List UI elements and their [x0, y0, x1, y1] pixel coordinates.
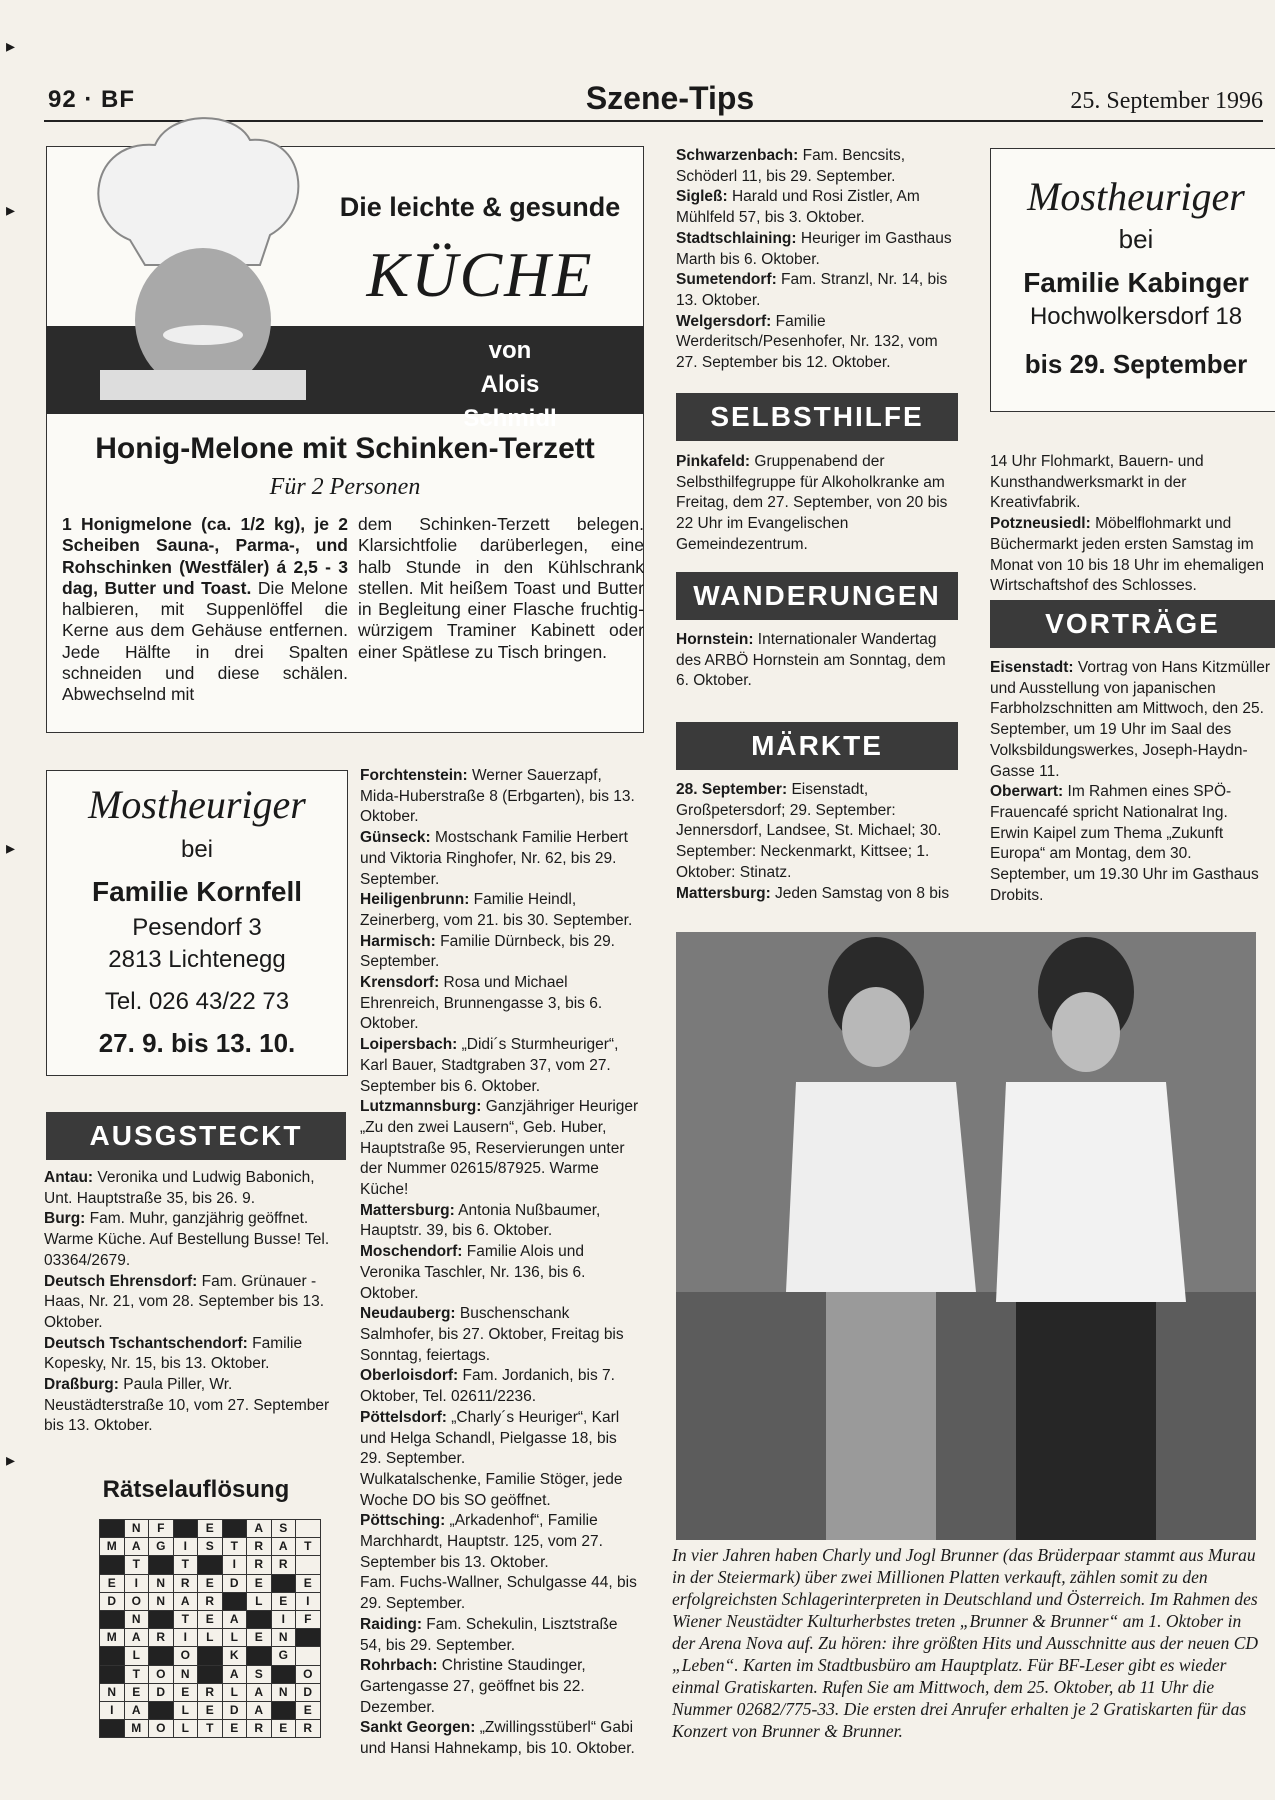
grid-cell: R [198, 1683, 223, 1701]
grid-cell: N [124, 1610, 149, 1628]
grid-cell: T [124, 1556, 149, 1574]
col4-text [990, 452, 1270, 597]
grid-cell: O [149, 1720, 174, 1738]
list-item-place: Pöttelsdorf: [360, 1408, 447, 1426]
grid-row [100, 1683, 321, 1701]
section-wanderungen: WANDERUNGEN [676, 572, 958, 620]
col3-list [676, 146, 958, 374]
grid-cell: E [100, 1574, 125, 1592]
grid-cell: L [173, 1701, 198, 1719]
list-item: Mattersburg: Jeden Samstag von 8 bis [676, 884, 950, 902]
grid-block [100, 1720, 125, 1738]
list-item [676, 187, 958, 228]
list-item-place: Stadtschlaining: [676, 229, 797, 247]
margin-mark: ▸ [6, 838, 16, 858]
kueche-von: von [488, 337, 532, 364]
grid-cell: A [222, 1665, 247, 1683]
grid-cell: S [247, 1665, 272, 1683]
list-item [360, 1511, 642, 1573]
grid-block [100, 1665, 125, 1683]
grid-cell: F [149, 1520, 174, 1538]
recipe-ingredients: 1 Honigmelone (ca. 1/2 kg), je 2 Scheiben Sauna-, Parma-, und Rohschinken (Westfäler) á 2,5 - 3 dag, Butter und Toast. [62, 514, 348, 598]
ad-kornfell-city: 2813 Lichtenegg [108, 946, 286, 973]
list-item [360, 1366, 642, 1407]
ad-kabinger [990, 148, 1275, 412]
grid-row [100, 1592, 321, 1610]
grid-cell [296, 1556, 321, 1574]
grid-cell: A [173, 1592, 198, 1610]
list-item-place: Rohrbach: [360, 1657, 438, 1675]
grid-cell: M [100, 1538, 125, 1556]
grid-cell: N [173, 1665, 198, 1683]
grid-block [149, 1610, 174, 1628]
grid-cell: T [124, 1665, 149, 1683]
list-item-text: Heuriger im Gasthaus Marth bis 6. Oktober. [676, 229, 952, 268]
list-item-text: Fam. Fuchs-Wallner, Schulgasse 44, bis 29. September. [360, 1574, 637, 1613]
recipe-column-2: dem Schinken-Terzett belegen. Klarsichtfolie darüberlegen, eine halb Stunde in den Kühlschrank stellen. Mit heißem Toast und Butter in Begleitung einer Flasche fruchtig-würzigem Traminer Kabinett oder einer Spätlese zu Tisch bringen. [358, 514, 644, 662]
grid-row [100, 1610, 321, 1628]
list-item: 28. September: Eisenstadt, Großpetersdorf; 29. September: Jennersdorf, Landsee, St. Michael; 30. September: Neckenmarkt, Kittsee; 1. Oktober: Stinatz. [676, 781, 942, 881]
crossword-solution-grid [99, 1519, 321, 1738]
list-item-text: Antonia Nußbaumer, Hauptstr. 39, bis 6. Oktober. [360, 1201, 601, 1240]
list-item [676, 312, 958, 374]
grid-cell: S [198, 1538, 223, 1556]
grid-block [198, 1556, 223, 1574]
grid-cell: A [222, 1610, 247, 1628]
list-item-place: Harmisch: [360, 932, 436, 950]
section-selbsthilfe: SELBSTHILFE [676, 393, 958, 441]
list-item [360, 973, 642, 1035]
ad-kornfell-bei: bei [180, 836, 214, 863]
list-item [360, 1408, 642, 1470]
list-item-text: Familie Werderitsch/Pesenhofer, Nr. 132, vom 27. September bis 12. Oktober. [676, 312, 938, 372]
recipe-steps-1: Die Melone halbieren, mit Suppenlöffel die Kerne aus dem Gehäuse entfernen. Jede Hälfte in drei Spalten schneiden und diese schälen. Abwechselnd mit [62, 577, 348, 705]
list-item-place: Krensdorf: [360, 974, 440, 992]
grid-cell: D [100, 1592, 125, 1610]
list-item [360, 766, 642, 828]
ad-kornfell-address: Pesendorf 3 [132, 914, 262, 941]
photo-caption: In vier Jahren haben Charly und Jogl Brunner (das Brüderpaar stammt aus Murau in der Steiermark) über zwei Millionen Platten verkauft, zählen somit zu den erfolgreichsten Schlagerinterpreten in Deutschland und Österreich. Im Rahmen des Wiener Neustädter Kulturherbstes treten „Brunner & Brunner“ am 1. Oktober in der Arena Nova auf. Zu hören: ihre größten Hits und Ausschnitte aus der neuen CD „Leben“. Karten im Stadtbusbüro am Hauptplatz. Für BF-Leser gibt es wieder einmal Gratiskarten. Rufen Sie am Mittwoch, dem 25. Oktober, ab 11 Uhr die Nummer 02682/775-33. Die ersten drei Anrufer erhalten je 2 Gratiskarten für das Konzert von Brunner & Brunner. [672, 1545, 1259, 1741]
list-item-place: Moschendorf: [360, 1243, 463, 1261]
grid-cell: E [271, 1720, 296, 1738]
margin-mark: ▸ [6, 200, 16, 220]
grid-block [149, 1647, 174, 1665]
section-maerkte: MÄRKTE [676, 722, 958, 770]
list-item: Eisenstadt: Vortrag von Hans Kitzmüller und Ausstellung von japanischen Farbholzschnitten am Mittwoch, den 25. September, um 19 Uhr im Saal des Volksbildungswerkes, Joseph-Haydn-Gasse 11. [990, 659, 1270, 780]
list-item-text: Fam. Stranzl, Nr. 14, bis 13. Oktober. [676, 271, 948, 309]
grid-cell [296, 1647, 321, 1665]
ausgsteckt-list [44, 1168, 330, 1437]
list-item: Deutsch Ehrensdorf: Fam. Grünauer - Haas, Nr. 21, vom 28. September bis 13. Oktober. [44, 1272, 324, 1331]
grid-cell: M [100, 1629, 125, 1647]
grid-cell: E [271, 1592, 296, 1610]
list-item-text: Ganzjähriger Heuriger „Zu den zwei Lausern“, Geb. Huber, Hauptstraße 95, Reservierungen unter der Nummer 02615/87925. Warme Küche! [360, 1098, 639, 1199]
grid-cell: E [296, 1701, 321, 1719]
grid-cell: T [296, 1538, 321, 1556]
page-number: 92 · BF [48, 86, 136, 113]
grid-cell: K [222, 1647, 247, 1665]
grid-cell: I [173, 1629, 198, 1647]
grid-block [247, 1647, 272, 1665]
list-item [360, 1470, 642, 1511]
grid-cell: O [149, 1665, 174, 1683]
grid-cell: L [222, 1629, 247, 1647]
list-item-place: Neudauberg: [360, 1305, 456, 1323]
grid-block [100, 1610, 125, 1628]
grid-cell: E [247, 1629, 272, 1647]
issue-date: 25. September 1996 [1070, 88, 1263, 114]
list-item-text: Familie Heindl, Zeinerberg, vom 21. bis 30. September. [360, 891, 633, 929]
grid-cell: O [124, 1592, 149, 1610]
grid-block [271, 1574, 296, 1592]
list-item: Antau: Veronika und Ludwig Babonich, Unt. Hauptstraße 35, bis 26. 9. [44, 1169, 315, 1207]
vortraege-list [990, 658, 1270, 906]
list-item [360, 1097, 642, 1201]
grid-block [271, 1701, 296, 1719]
grid-cell: A [271, 1538, 296, 1556]
grid-cell: T [198, 1720, 223, 1738]
grid-block [149, 1556, 174, 1574]
ad-kabinger-bei: bei [1118, 224, 1154, 254]
list-item-place: Sigleß: [676, 188, 728, 206]
list-item [360, 1718, 642, 1759]
list-item [360, 1615, 642, 1656]
chef-photo [60, 100, 330, 400]
photo-illustration [676, 932, 1256, 1540]
grid-block [100, 1556, 125, 1574]
grid-cell: L [247, 1592, 272, 1610]
grid-cell: S [271, 1520, 296, 1538]
grid-cell: L [173, 1720, 198, 1738]
grid-cell: I [296, 1592, 321, 1610]
grid-cell: L [198, 1629, 223, 1647]
wanderungen-text: Hornstein: Internationaler Wandertag des ARBÖ Hornstein am Sonntag, dem 6. Oktober. [676, 631, 946, 690]
list-item-text: Harald und Rosi Zistler, Am Mühlfeld 57, bis 3. Oktober. [676, 188, 920, 227]
grid-cell: L [222, 1683, 247, 1701]
grid-row [100, 1629, 321, 1647]
grid-cell: R [247, 1538, 272, 1556]
grid-cell: T [173, 1610, 198, 1628]
grid-cell: I [222, 1556, 247, 1574]
grid-cell: A [124, 1629, 149, 1647]
list-item [360, 1201, 642, 1242]
list-item-place: Pöttsching: [360, 1512, 446, 1530]
grid-cell: M [124, 1720, 149, 1738]
grid-cell: N [124, 1520, 149, 1538]
grid-block [222, 1520, 247, 1538]
grid-cell: T [173, 1556, 198, 1574]
list-item-place: Lutzmannsburg: [360, 1098, 482, 1116]
grid-row [100, 1647, 321, 1665]
list-item-text: „Arkadenhof“, Familie Marchhardt, Hauptstr. 125, vom 27. September bis 13. Oktober. [360, 1512, 603, 1571]
grid-cell: R [247, 1720, 272, 1738]
grid-cell: E [198, 1520, 223, 1538]
margin-mark: ▸ [6, 36, 16, 56]
grid-cell: E [222, 1720, 247, 1738]
list-item-text: Familie Alois und Veronika Taschler, Nr. 136, bis 6. Oktober. [360, 1243, 586, 1302]
grid-row [100, 1574, 321, 1592]
grid-cell: I [100, 1701, 125, 1719]
list-item [360, 1304, 642, 1366]
list-item-place: Heiligenbrunn: [360, 891, 470, 909]
list-item [676, 146, 958, 187]
grid-cell: R [149, 1629, 174, 1647]
recipe-column-1 [62, 514, 348, 706]
grid-cell: E [173, 1683, 198, 1701]
grid-cell: R [247, 1556, 272, 1574]
grid-cell: O [296, 1665, 321, 1683]
list-item [360, 890, 642, 931]
list-item-place: Schwarzenbach: [676, 147, 799, 164]
grid-cell: N [100, 1683, 125, 1701]
grid-block [100, 1520, 125, 1538]
grid-cell: A [124, 1701, 149, 1719]
list-item-text: „Zwillingsstüberl“ Gabi und Hansi Hahnekamp, bis 10. Oktober. [360, 1719, 635, 1758]
grid-cell: N [149, 1592, 174, 1610]
ad-kornfell [46, 770, 348, 1076]
grid-row [100, 1701, 321, 1719]
grid-cell: D [149, 1683, 174, 1701]
grid-cell: G [271, 1647, 296, 1665]
list-item: Draßburg: Paula Piller, Wr. Neustädterstraße 10, vom 27. September bis 13. Oktober. [44, 1376, 330, 1435]
grid-cell: E [198, 1574, 223, 1592]
list-item-place: Oberloisdorf: [360, 1367, 459, 1385]
list-item-place: Forchtenstein: [360, 767, 468, 784]
grid-cell: R [296, 1720, 321, 1738]
list-item [360, 1242, 642, 1304]
list-item-text: Fam. Bencsits, Schöderl 11, bis 29. September. [676, 147, 906, 185]
grid-cell: N [271, 1683, 296, 1701]
grid-cell: O [173, 1647, 198, 1665]
grid-row [100, 1538, 321, 1556]
grid-cell: A [124, 1538, 149, 1556]
list-item-text: Werner Sauerzapf, Mida-Huberstraße 8 (Erbgarten), bis 13. Oktober. [360, 767, 635, 826]
brunner-photo [676, 932, 1256, 1540]
grid-cell: F [296, 1610, 321, 1628]
grid-block [247, 1610, 272, 1628]
grid-cell: A [247, 1683, 272, 1701]
selbsthilfe-text: Pinkafeld: Gruppenabend der Selbsthilfegruppe für Alkoholkranke am Freitag, dem 27. September, von 20 bis 22 Uhr im Evangelischen Gemeindezentrum. [676, 453, 948, 553]
ad-kornfell-dates: 27. 9. bis 13. 10. [98, 1028, 296, 1058]
grid-cell: D [222, 1701, 247, 1719]
grid-cell: R [173, 1574, 198, 1592]
grid-block [222, 1592, 247, 1610]
list-item-text: Familie Dürnbeck, bis 29. September. [360, 932, 615, 971]
list-item-text: Rosa und Michael Ehrenreich, Brunnengasse 3, bis 6. Oktober. [360, 974, 603, 1033]
grid-cell: E [296, 1574, 321, 1592]
grid-cell: D [296, 1683, 321, 1701]
grid-cell: T [222, 1538, 247, 1556]
kueche-author-block [440, 334, 580, 436]
grid-cell: I [173, 1538, 198, 1556]
list-item [676, 270, 958, 311]
grid-block [173, 1520, 198, 1538]
list-item-place: Sumetendorf: [676, 271, 777, 289]
list-item [676, 229, 958, 270]
kueche-author: Alois Schmidl [463, 371, 557, 432]
grid-row [100, 1556, 321, 1574]
margin-mark: ▸ [6, 1450, 16, 1470]
grid-block [296, 1629, 321, 1647]
list-item-place: Welgersdorf: [676, 312, 772, 330]
grid-cell: N [271, 1629, 296, 1647]
recipe-title: Honig-Melone mit Schinken-Terzett [95, 432, 595, 465]
grid-cell: D [222, 1574, 247, 1592]
list-item-text: Fam. Jordanich, bis 7. Oktober, Tel. 02611/2236. [360, 1367, 615, 1406]
ad-kabinger-name: Familie Kabinger [1023, 267, 1249, 298]
recipe-servings: Für 2 Personen [269, 474, 421, 500]
list-item-text: Christine Staudinger, Gartengasse 27, geöffnet bis 22. Dezember. [360, 1657, 586, 1716]
list-item: Burg: Fam. Muhr, ganzjährig geöffnet. Warme Küche. Auf Bestellung Busse! Tel. 03364/2679. [44, 1210, 330, 1269]
grid-cell: I [271, 1610, 296, 1628]
section-ausgsteckt: AUSGSTECKT [46, 1112, 346, 1160]
grid-cell: E [247, 1574, 272, 1592]
raetsel-heading: Rätselauflösung [102, 1476, 290, 1503]
section-title: Szene-Tips [585, 80, 755, 116]
ad-kornfell-phone: Tel. 026 43/22 73 [104, 988, 290, 1015]
grid-block [198, 1647, 223, 1665]
list-item-place: Günseck: [360, 829, 431, 847]
grid-cell: N [149, 1574, 174, 1592]
list-item-text: Wulkatalschenke, Familie Stöger, jede Woche DO bis SO geöffnet. [360, 1470, 623, 1509]
list-item [360, 932, 642, 973]
list-item-text: „Charly´s Heuriger“, Karl und Helga Schandl, Pielgasse 18, bis 29. September. [360, 1408, 620, 1468]
list-item [360, 1573, 642, 1614]
kueche-subtitle: Die leichte & gesunde [339, 192, 621, 222]
list-item [360, 828, 642, 890]
grid-cell: E [198, 1610, 223, 1628]
ad-kornfell-title: Mostheuriger [88, 782, 306, 827]
list-item-place: Sankt Georgen: [360, 1719, 476, 1737]
grid-cell: G [149, 1538, 174, 1556]
grid-cell: R [271, 1556, 296, 1574]
list-item-text: Buschenschank Salmhofer, bis 27. Oktober, Freitag bis Sonntag, feiertags. [360, 1305, 624, 1364]
grid-row [100, 1720, 321, 1738]
grid-cell: R [198, 1592, 223, 1610]
section-vortraege: VORTRÄGE [990, 600, 1275, 648]
list-item-place: Loipersbach: [360, 1036, 458, 1054]
grid-row [100, 1520, 321, 1538]
grid-cell: E [198, 1701, 223, 1719]
grid-block [100, 1647, 125, 1665]
grid-block [149, 1701, 174, 1719]
list-item-text: „Didi´s Sturmheuriger“, Karl Bauer, Stadtgraben 37, vom 27. September bis 6. Oktober. [360, 1036, 619, 1095]
ad-kabinger-place: Hochwolkersdorf 18 [1029, 303, 1243, 330]
grid-cell: I [124, 1574, 149, 1592]
list-item-place: Raiding: [360, 1615, 422, 1633]
middle-column-list [360, 766, 642, 1760]
list-item-text: Fam. Schekulin, Lisztstraße 54, bis 29. September. [360, 1615, 618, 1654]
list-item [360, 1035, 642, 1097]
ad-kabinger-dates: bis 29. September [1024, 349, 1248, 379]
grid-cell: L [124, 1647, 149, 1665]
list-item: Oberwart: Im Rahmen eines SPÖ-Frauencafé spricht Nationalrat Ing. Erwin Kaipel zum Thema „Zukunft Europa“ am Montag, dem 30. September, um 19.30 Uhr im Gasthaus Drobits. [990, 783, 1259, 904]
list-item-place: Mattersburg: [360, 1201, 455, 1219]
markt-continued: 14 Uhr Flohmarkt, Bauern- und Kunsthandwerksmarkt in der Kreativfabrik. [990, 453, 1204, 512]
maerkte-list [676, 780, 958, 904]
grid-block [271, 1665, 296, 1683]
grid-cell [296, 1520, 321, 1538]
list-item: Potzneusiedl: Möbelflohmarkt und Büchermarkt jeden ersten Samstag im Monat von 10 bis 18 Uhr im ehemaligen Wirtschaftshof des Schlosses. [990, 515, 1264, 595]
list-item [360, 1656, 642, 1718]
list-item-text: Mostschank Familie Herbert und Viktoria Ringhofer, Nr. 62, bis 29. September. [360, 829, 628, 888]
ad-kabinger-title: Mostheuriger [1027, 174, 1245, 219]
ad-kornfell-name: Familie Kornfell [91, 876, 303, 907]
grid-block [198, 1665, 223, 1683]
grid-cell: A [247, 1701, 272, 1719]
grid-cell: E [124, 1683, 149, 1701]
grid-cell: A [247, 1520, 272, 1538]
kueche-title: KÜCHE [366, 239, 594, 310]
grid-row [100, 1665, 321, 1683]
list-item: Deutsch Tschantschendorf: Familie Kopesky, Nr. 15, bis 13. Oktober. [44, 1334, 303, 1373]
